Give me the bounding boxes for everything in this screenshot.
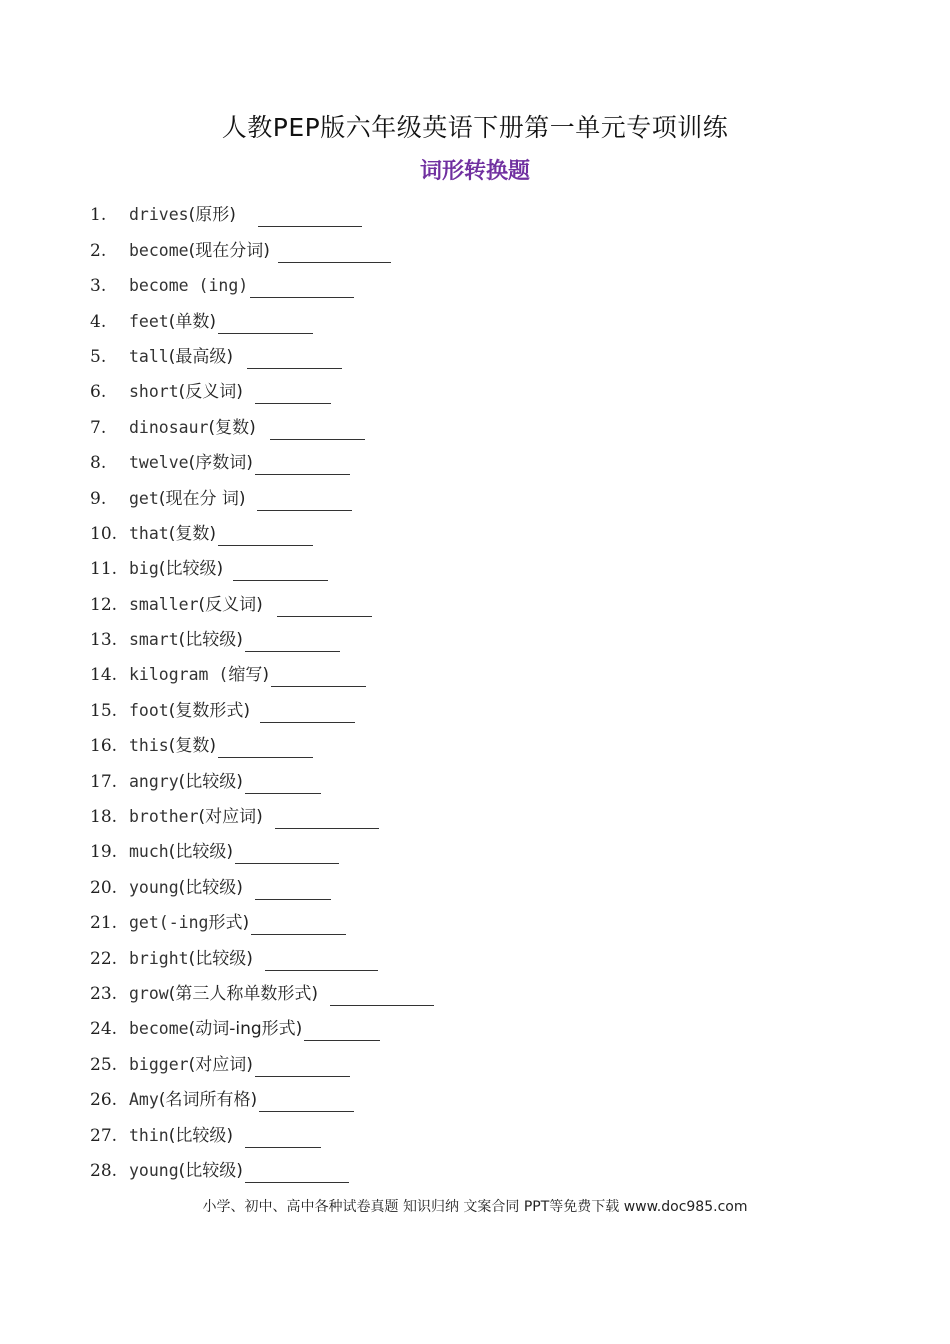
list-item <box>90 546 790 581</box>
item-number: 12. <box>90 594 118 615</box>
item-hint: (比较级) <box>168 842 234 863</box>
item-number: 21. <box>90 913 118 934</box>
item-number: 22. <box>90 948 118 969</box>
list-item <box>90 971 790 1006</box>
item-word: kilogram ( <box>129 665 229 685</box>
item-number: 16. <box>90 736 118 757</box>
list-item <box>90 369 790 404</box>
answer-blank[interactable] <box>330 989 434 1006</box>
item-word: young <box>129 877 179 897</box>
item-word: grow <box>129 983 169 1003</box>
item-word: smaller <box>129 594 199 614</box>
list-item <box>90 687 790 722</box>
list-item <box>90 334 790 369</box>
list-item <box>90 1077 790 1112</box>
item-word: drives <box>129 205 189 225</box>
item-hint: (现在分 词) <box>158 488 246 509</box>
item-hint: (复数形式) <box>168 700 251 721</box>
item-word: short <box>129 382 179 402</box>
answer-blank[interactable] <box>277 600 372 617</box>
list-item <box>90 298 790 333</box>
item-hint: (比较级) <box>178 630 243 651</box>
item-word: bigger <box>129 1054 189 1074</box>
item-number: 17. <box>90 771 118 792</box>
answer-blank[interactable] <box>255 458 350 475</box>
item-word: brother <box>129 807 199 827</box>
item-hint: (单数) <box>168 311 217 332</box>
item-hint: (现在分词) <box>188 240 270 261</box>
list-item <box>90 581 790 616</box>
item-word: that <box>129 523 169 543</box>
item-word: get(-ing <box>129 913 209 933</box>
item-word: smart <box>129 630 179 650</box>
answer-blank[interactable] <box>275 812 379 829</box>
item-number: 19. <box>90 842 118 863</box>
list-item <box>90 864 790 899</box>
item-hint: (比较级) <box>178 1160 243 1181</box>
answer-blank[interactable] <box>271 670 366 687</box>
item-word: become <box>129 240 189 260</box>
list-item <box>90 227 790 262</box>
answer-blank[interactable] <box>218 529 313 546</box>
item-number: 1. <box>90 205 107 226</box>
item-word: big <box>129 559 159 579</box>
item-number: 26. <box>90 1090 118 1111</box>
list-item <box>90 475 790 510</box>
list-item <box>90 1041 790 1076</box>
list-item <box>90 511 790 546</box>
answer-blank[interactable] <box>259 1095 354 1112</box>
list-item <box>90 758 790 793</box>
item-number: 8. <box>90 453 107 474</box>
item-hint: (比较级) <box>158 559 224 580</box>
item-word: tall <box>129 346 169 366</box>
answer-blank[interactable] <box>270 423 365 440</box>
item-word: foot <box>129 700 169 720</box>
item-number: 10. <box>90 523 118 544</box>
item-number: 18. <box>90 807 118 828</box>
item-number: 5. <box>90 346 107 367</box>
answer-blank[interactable] <box>247 352 342 369</box>
list-item <box>90 440 790 475</box>
item-word: dinosaur <box>129 417 209 437</box>
answer-blank[interactable] <box>218 317 313 334</box>
item-hint: (原形) <box>188 205 236 226</box>
list-item <box>90 1112 790 1147</box>
answer-blank[interactable] <box>218 741 313 758</box>
page-footer: 小学、初中、高中各种试卷真题 知识归纳 文案合同 PPT等免费下载 www.doc985.com <box>202 1199 748 1215</box>
answer-blank[interactable] <box>265 954 378 971</box>
item-word: angry <box>129 771 179 791</box>
item-word: thin <box>129 1125 169 1145</box>
item-hint: (反义词) <box>178 382 243 403</box>
answer-blank[interactable] <box>245 1166 349 1183</box>
item-number: 11. <box>90 559 118 580</box>
answer-blank[interactable] <box>245 635 340 652</box>
item-hint: (第三人称单数形式) <box>168 983 319 1004</box>
answer-blank[interactable] <box>304 1024 380 1041</box>
list-item <box>90 829 790 864</box>
item-word: become <box>129 1019 189 1039</box>
list-item <box>90 617 790 652</box>
list-item <box>90 794 790 829</box>
answer-blank[interactable] <box>278 246 391 263</box>
item-number: 3. <box>90 276 107 297</box>
answer-blank[interactable] <box>233 564 328 581</box>
list-item <box>90 723 790 758</box>
answer-blank[interactable] <box>251 918 346 935</box>
item-number: 4. <box>90 311 107 332</box>
item-number: 6. <box>90 382 107 403</box>
item-hint: (比较级) <box>188 948 253 969</box>
item-number: 7. <box>90 417 107 438</box>
list-item <box>90 1006 790 1041</box>
item-number: 20. <box>90 877 118 898</box>
item-word: young <box>129 1160 179 1180</box>
item-hint: (对应词) <box>198 807 263 828</box>
item-number: 2. <box>90 240 107 261</box>
item-number: 9. <box>90 488 107 509</box>
answer-blank[interactable] <box>255 387 331 404</box>
list-item <box>90 1148 790 1183</box>
list-item <box>90 192 790 227</box>
answer-blank[interactable] <box>255 883 331 900</box>
item-hint: (动词-ing形式) <box>188 1019 303 1040</box>
item-hint: (复数) <box>208 417 256 438</box>
answer-blank[interactable] <box>257 494 352 511</box>
item-hint: (复数) <box>168 736 217 757</box>
item-hint: (对应词) <box>188 1054 253 1075</box>
item-word: Amy <box>129 1090 159 1110</box>
item-word: this <box>129 736 169 756</box>
item-number: 14. <box>90 665 118 686</box>
answer-blank[interactable] <box>235 847 339 864</box>
item-number: 28. <box>90 1160 118 1181</box>
item-hint: 缩写) <box>228 665 269 686</box>
item-hint: (最高级) <box>168 346 234 367</box>
answer-blank[interactable] <box>255 1060 350 1077</box>
item-hint: (序数词) <box>188 453 253 474</box>
list-item <box>90 404 790 439</box>
answer-blank[interactable] <box>258 210 362 227</box>
list-item <box>90 935 790 970</box>
item-hint: (比较级) <box>178 771 243 792</box>
answer-blank[interactable] <box>250 281 354 298</box>
item-hint: (名词所有格) <box>158 1090 258 1111</box>
item-number: 13. <box>90 630 118 651</box>
exercise-list <box>90 192 790 1183</box>
item-number: 15. <box>90 700 118 721</box>
answer-blank[interactable] <box>245 777 321 794</box>
item-hint: (比较级) <box>168 1125 234 1146</box>
answer-blank[interactable] <box>260 706 355 723</box>
item-hint: (比较级) <box>178 877 243 898</box>
page-title: 人教PEP版六年级英语下册第一单元专项训练 <box>221 113 729 142</box>
item-word: much <box>129 842 169 862</box>
item-word: become (ing) <box>129 276 249 296</box>
item-hint: (反义词) <box>198 594 263 615</box>
item-number: 25. <box>90 1054 118 1075</box>
item-word: bright <box>129 948 189 968</box>
list-item <box>90 263 790 298</box>
page-subtitle: 词形转换题 <box>419 159 530 184</box>
list-item <box>90 652 790 687</box>
list-item <box>90 900 790 935</box>
answer-blank[interactable] <box>245 1131 321 1148</box>
item-number: 27. <box>90 1125 118 1146</box>
item-word: twelve <box>129 453 189 473</box>
item-number: 23. <box>90 983 118 1004</box>
item-hint: 形式) <box>208 913 250 934</box>
item-hint: (复数) <box>168 523 217 544</box>
item-number: 24. <box>90 1019 118 1040</box>
item-word: feet <box>129 311 169 331</box>
item-word: get <box>129 488 159 508</box>
